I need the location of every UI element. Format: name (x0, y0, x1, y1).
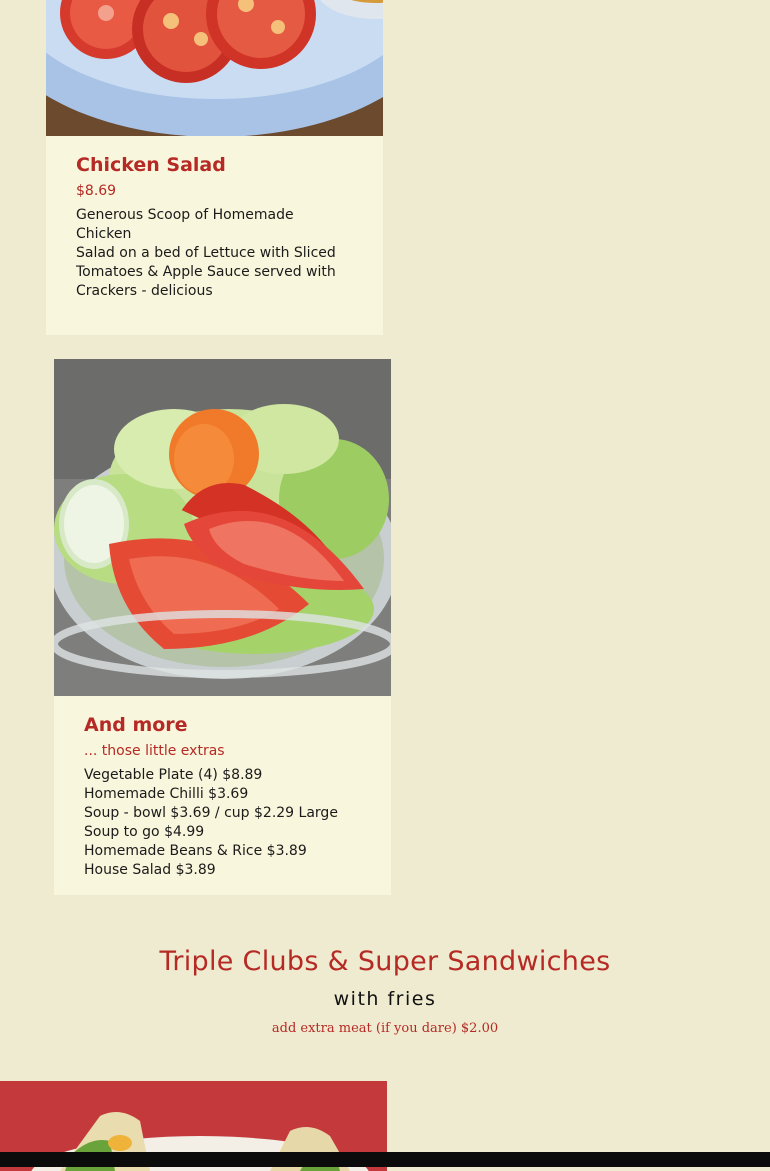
menu-item-subtitle: ... those little extras (84, 742, 225, 759)
list-item: Homemade Beans & Rice $3.89 (84, 842, 307, 859)
menu-item-price: $8.69 (76, 182, 117, 199)
chicken-salad-text (46, 136, 383, 321)
list-item: Vegetable Plate (4) $8.89 (84, 766, 263, 783)
section-subtitle: with fries (333, 988, 437, 1010)
description-line: Tomatoes & Apple Sauce served with (76, 263, 336, 280)
description-line: Salad on a bed of Lettuce with Sliced (76, 244, 336, 261)
description-line: Crackers - delicious (76, 282, 213, 299)
menu-item-title: Chicken Salad (76, 154, 226, 176)
list-item: Soup to go $4.99 (84, 823, 205, 840)
list-item: Homemade Chilli $3.69 (84, 785, 249, 802)
menu-item-title: And more (84, 714, 188, 736)
menu-item-list (84, 766, 361, 880)
chicken-salad-image (46, 0, 383, 136)
menu-item-description (76, 206, 353, 301)
and-more-text (54, 696, 391, 900)
chicken-salad-photo (46, 0, 383, 136)
list-item: House Salad $3.89 (84, 861, 216, 878)
house-salad-photo (54, 359, 391, 696)
list-item: Soup - bowl $3.69 / cup $2.29 Large (84, 804, 338, 821)
menu-card-chicken-salad (46, 0, 383, 335)
section-note: add extra meat (if you dare) $2.00 (271, 1021, 499, 1036)
house-salad-image (54, 359, 391, 696)
section-title: Triple Clubs & Super Sandwiches (159, 946, 611, 977)
bottom-bar (0, 1152, 770, 1167)
description-line: Generous Scoop of Homemade Chicken (76, 206, 294, 242)
menu-card-and-more (54, 359, 391, 895)
